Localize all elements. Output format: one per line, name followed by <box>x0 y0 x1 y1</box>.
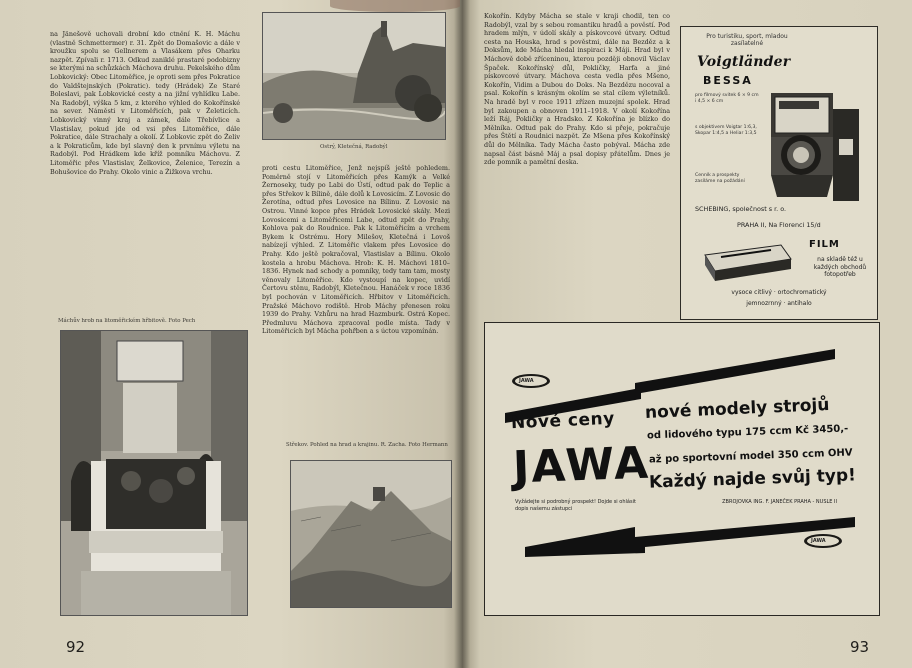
caption-left: Máchův hrob na litoměřickém hřbitově. Foto Pech <box>58 318 196 324</box>
grave-photo <box>60 330 248 616</box>
ad1-foot2: jemnozrnný · antihalo <box>746 300 812 307</box>
camera-illustration <box>765 79 865 201</box>
film-box-illustration <box>701 241 793 281</box>
jawa-headline-left: Nové ceny <box>510 408 616 434</box>
ad1-spec3: Cenník a prospekty zasíláme na požádání <box>695 173 745 184</box>
ad1-side: na skladě též u každých obchodů fotopotřeb <box>813 256 867 279</box>
ad1-city: PRAHA II, Na Florenci 15/d <box>737 221 821 229</box>
page-number-right: 93 <box>850 638 870 656</box>
jawa-logo-top-text: JAWA <box>519 378 534 384</box>
left-column1-text: na Jänešově uchovali drobní kdo ctnění K. H. Máchu (vlastně Schmettermer) r. 31. Zpět do Domašovic a dále v kroužku spolu se Gellnerem a Vlasákem přes Oharku nazpět. Zpívali r. 1713. Odkud zaniklé prastaré podobizny se kterými na schůzkách Máchova druhu. Pekelského dům Lobkovický: Obec Litoměřice, je oproti sem přes Pokratice do Valdštejnských (Pokratic). tedy (Hrádek) Ze Staré Boleslavi, pak Lobkovické cesty a na jižní vyhlídku Labe. Na Radobýl, výška 5 km, z kterého výhled do Kokořínské na sever. Náměsti v Litoměřicích, pak v Želeticích. Lobkovický vinný kraj a zámek, dále Třebívlice a Vlastislav, pokud jde od vsi přes Litoměřice, dále Pokratice, dále Strachaly a okolí. Z Lobkovic zpět do Želiv a k Pokraticům, kde byl slavný den k prvnímu výletu na Radobýl. Pod Hrádkem kde kříž pomníku Máchovu. Z Litoměřic přes Vlastislav, Želkovice, Želenice, Terezín a Bohušovice do Prahy. Okolo vinic a Žižkova vrchu. <box>50 30 240 176</box>
right-column-text: Kokořín. Kdyby Mácha se stale v kraji chodil, ten co Radobýl, vzal by s sebou romantiku hradů a pověstí. Pod hradem mlýn, v údolí skály a pískovcové útvary. Odtud cesta na Houska, hrad s pověstmi, dále na Bezděz a k Doksům, kde Mácha hledal inspiraci k Máji. Hrad byl v Máchově době zříceninou, kterou později obnovil Václav Špaček. Kokořínský důl, Pokličky, Harfa a jiné pískovcové útvary. Máchova cesta vedla přes Mšeno, Kokořín, Vidim a Dubou do Doks. Na Bezdězu nocoval a psal. Kokořín s krásným okolím se stal cílem výletníků. Na hradě byl v roce 1911 zřízen muzejní spolek. Hrad byl zakoupen a obnoven 1911–1918. V okolí Kokořína leží Ráj, Pokličky a Hradsko. Z Kokořína je blízko do Mělníka. Odtud pak do Prahy. Kdo si přeje, pokračuje přes Štětí a Roudnici nazpět. Ze Mšena přes Kokořínský důl do Mělníka. Tady Mácha často pobýval. Mácha zde napsal část básně Máj a psal dopisy přátelům. Dnes je zde pomník a pamětní deska. <box>484 12 670 167</box>
bessa-model: BESSA <box>703 74 753 87</box>
ad1-foot <box>691 287 867 309</box>
left-column2-text: proti cestu Litoměřice, Jenž nejspíš ještě pohledem. Poměrně stojí v Litoměřicích přes Kamýk a Velké Žernoseky, tudy po Labi do Ústí, odtud pak do Teplic a přes Střekov k Bílině, dále dolů k Lovosicím. Z Lovosic do Žerotína, odtud přes Lovosice na Bílinu. Z Lovosic na Ostrou. Vinné kopce přes Hrádek Lovosické skály. Mezi Lovosicemi a Litoměřicemi Labe, odtud zpět do Prahy, Kohlova pak do Roudnice. Pak k Litoměřicím a vrchem Bykem k Ostrému. Hory Milešov, Kletečná i Lovoš nabízejí výhled. Z Litoměřic vlakem přes Lovosice do Prahy. Kdo ještě pokračoval, Vlastislav a Bílinu. Okolo kostela a hrobu Máchova. Hrob: K. H. Máchovi 1810–1836. Hynek nad schody a pomníky, tedy tam tam, mosty věnovaly Litoměřice. Kdo vystoupí na kopec, uvidí Čertovu stěnu, Radobýl, Kletečnou. Hanáček v roce 1836 byl pochován v Litoměřicích. Hřbitov v Litoměřicích. Pražské Máchovo rodiště. Hrob Máchy přenesen roku 1939 do Prahy. Vzhůru na hrad Hazmburk. Ostrá Kopec. Předmluvu Máchova zpracoval podle místa. Tady v Litoměřicích byl Mácha pohřben a s úctou vzpomínán. <box>262 164 450 336</box>
voigtlander-brand: Voigtländer <box>697 54 791 70</box>
right-page <box>462 0 912 668</box>
voigtlander-ad <box>680 26 878 320</box>
ad1-foot1: vysoce citlivý · ortochromatický <box>731 289 827 296</box>
film-label: FILM <box>809 239 840 250</box>
jawa-line4: Každý najde svůj typ! <box>648 465 857 493</box>
jawa-ad <box>484 322 880 616</box>
page-number-left: 92 <box>66 638 86 656</box>
ad1-intro: Pro turistiku, sport, mladou zasílatelné <box>706 33 788 48</box>
caption-top: Ostrý, Kletečná, Radobýl <box>320 144 388 150</box>
ad1-spec1: pro filmový svitek 6 × 9 cm i 4,5 × 6 cm <box>695 93 759 104</box>
thumb-shadow <box>330 0 460 12</box>
jawa-logo-bottom-text: JAWA <box>811 538 826 544</box>
jawa-small-right: ZBROJOVKA ING. F. JANEČEK PRAHA - NUSLE II <box>722 499 837 505</box>
jawa-line2: od lidového typu 175 ccm Kč 3450,- <box>646 423 849 442</box>
jawa-small-left: Vyžádejte si podrobný prospekt! Dojde si ohlásit dopis našemu zástupci <box>515 499 636 512</box>
left-text-column-1 <box>50 30 240 320</box>
right-text-column <box>484 12 670 302</box>
castle-landscape-photo <box>262 12 446 140</box>
ad1-spec2: s objektivem Voigtar 1:6,3, Skopar 1:4,5 a Heliar 1:3,5 <box>695 125 757 136</box>
jawa-brand: JAWA <box>512 437 651 494</box>
ad1-maker: SCHEBING, společnost s r. o. <box>695 205 787 213</box>
left-text-column-2 <box>262 164 450 462</box>
caption-bottom: Střekov. Pohled na hrad a krajinu. R. Zacha. Foto Hermann <box>286 442 448 448</box>
jawa-line1: nové modely strojů <box>644 394 830 424</box>
jawa-line3: až po sportovní model 350 ccm OHV <box>648 447 853 466</box>
hill-castle-drawing <box>290 460 452 608</box>
book-gutter <box>454 0 470 668</box>
